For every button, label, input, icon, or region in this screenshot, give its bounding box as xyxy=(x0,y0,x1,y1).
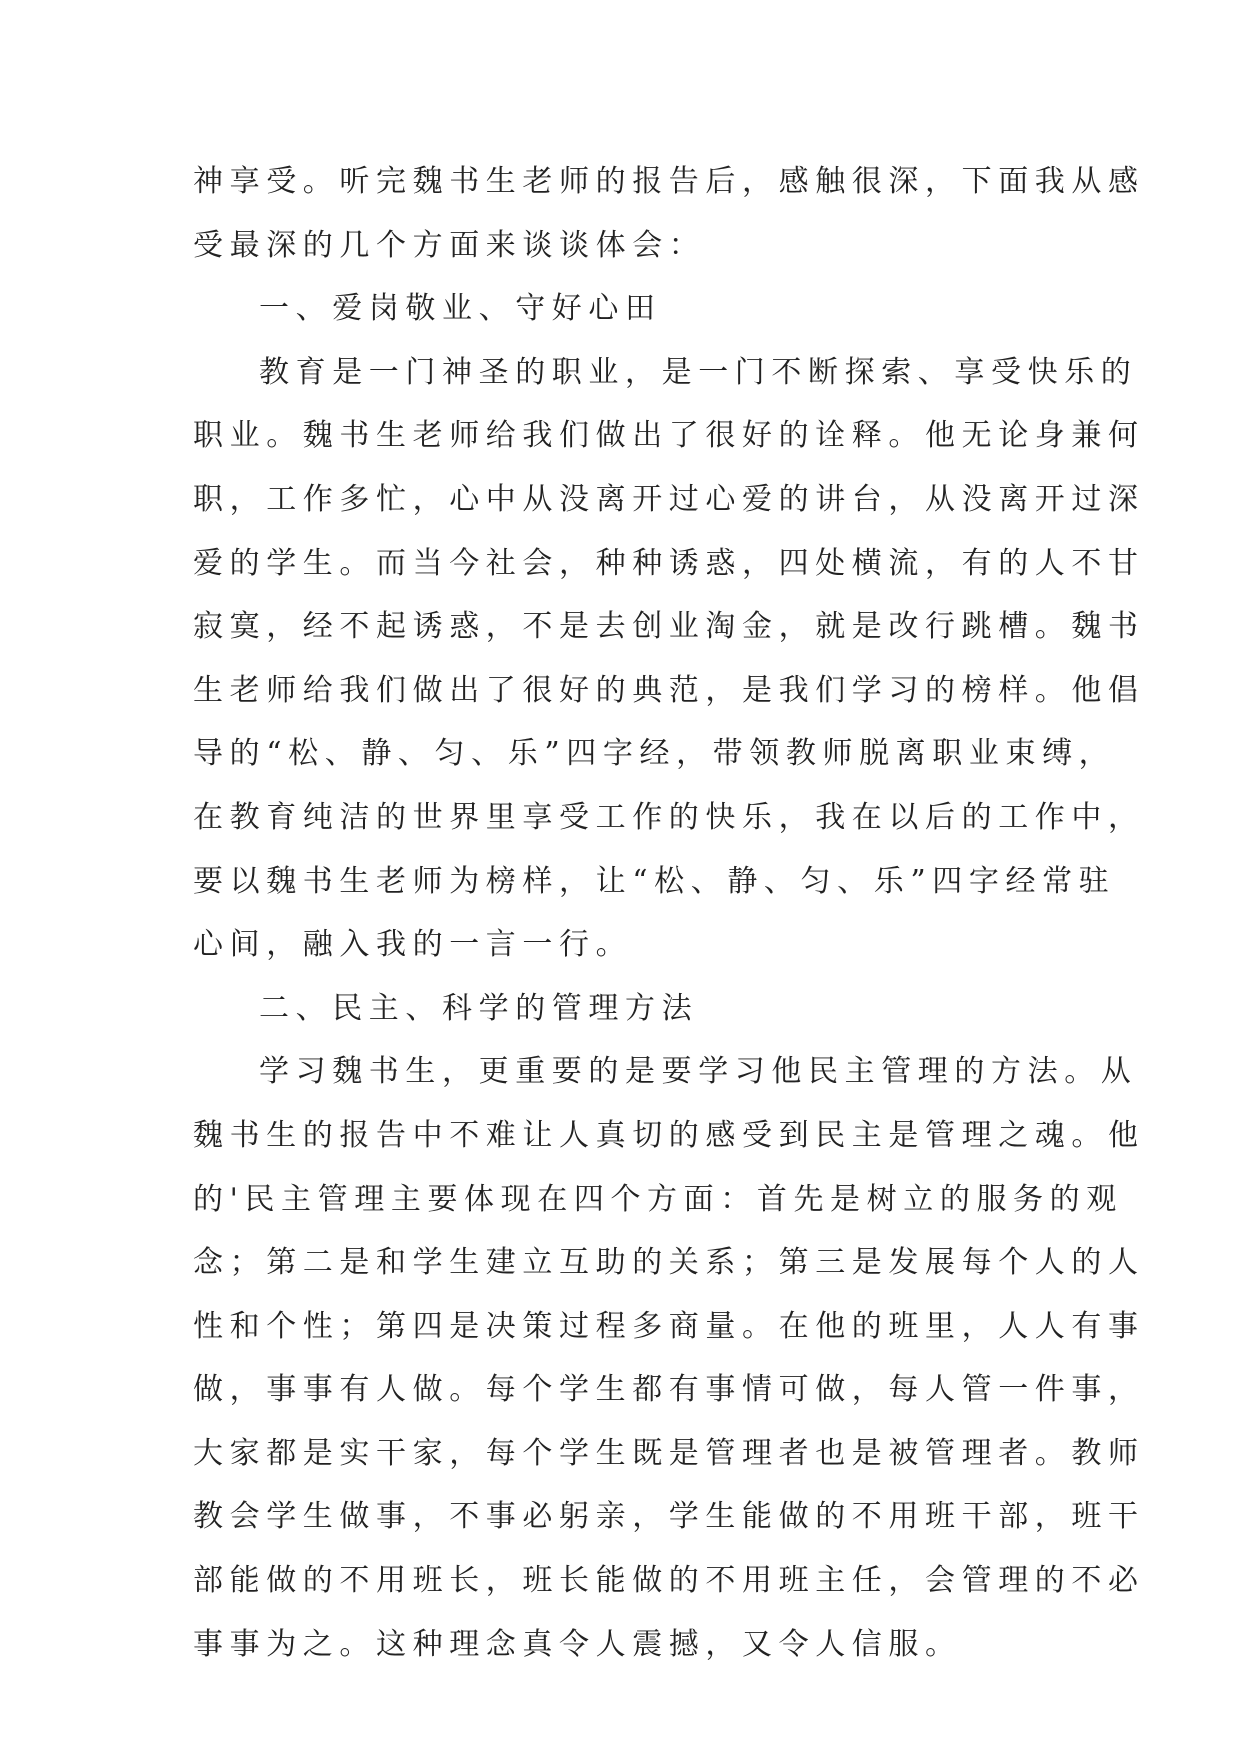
text-line: 神享受。听完魏书生老师的报告后，感触很深，下面我从感 xyxy=(193,164,1145,199)
text-line: 爱的学生。而当今社会，种种诱惑，四处横流，有的人不甘 xyxy=(193,545,1145,581)
text-line: 职，工作多忙，心中从没离开过心爱的讲台，从没离开过深 xyxy=(193,481,1145,517)
text-line: 的'民主管理主要体现在四个方面：首先是树立的服务的观 xyxy=(193,1181,1123,1217)
text-line: 受最深的几个方面来谈谈体会： xyxy=(193,227,706,263)
text-line: 生老师给我们做出了很好的典范，是我们学习的榜样。他倡 xyxy=(193,672,1145,708)
text-line: 寂寞，经不起诱惑，不是去创业淘金，就是改行跳槽。魏书 xyxy=(193,609,1145,645)
text-line: 职业。魏书生老师给我们做出了很好的诠释。他无论身兼何 xyxy=(193,418,1145,454)
body-text xyxy=(193,150,1145,1676)
text-line: 大家都是实干家，每个学生既是管理者也是被管理者。教师 xyxy=(193,1435,1145,1471)
text-line: 事事为之。这种理念真令人震撼，又令人信服。 xyxy=(193,1626,962,1662)
text-line: 念；第二是和学生建立互助的关系；第三是发展每个人的人 xyxy=(193,1245,1145,1281)
text-line: 学习魏书生，更重要的是要学习他民主管理的方法。从 xyxy=(259,1054,1138,1090)
text-line: 教会学生做事，不事必躬亲，学生能做的不用班干部，班干 xyxy=(193,1499,1145,1535)
text-line: 做，事事有人做。每个学生都有事情可做，每人管一件事， xyxy=(193,1372,1145,1408)
text-line: 部能做的不用班长，班长能做的不用班主任，会管理的不必 xyxy=(193,1563,1145,1599)
text-line: 要以魏书生老师为榜样，让“松、静、匀、乐”四字经常驻 xyxy=(193,863,1116,899)
text-line: 在教育纯洁的世界里享受工作的快乐，我在以后的工作中， xyxy=(193,799,1145,835)
section-heading: 二、民主、科学的管理方法 xyxy=(259,990,699,1026)
section-heading: 一、爱岗敬业、守好心田 xyxy=(259,291,662,327)
text-line: 性和个性；第四是决策过程多商量。在他的班里，人人有事 xyxy=(193,1308,1145,1344)
text-line: 导的“松、静、匀、乐”四字经，带领教师脱离职业束缚， xyxy=(193,736,1116,772)
text-line: 心间，融入我的一言一行。 xyxy=(193,927,633,963)
text-line: 教育是一门神圣的职业，是一门不断探索、享受快乐的 xyxy=(259,354,1138,390)
text-line: 魏书生的报告中不难让人真切的感受到民主是管理之魂。他 xyxy=(193,1117,1145,1153)
